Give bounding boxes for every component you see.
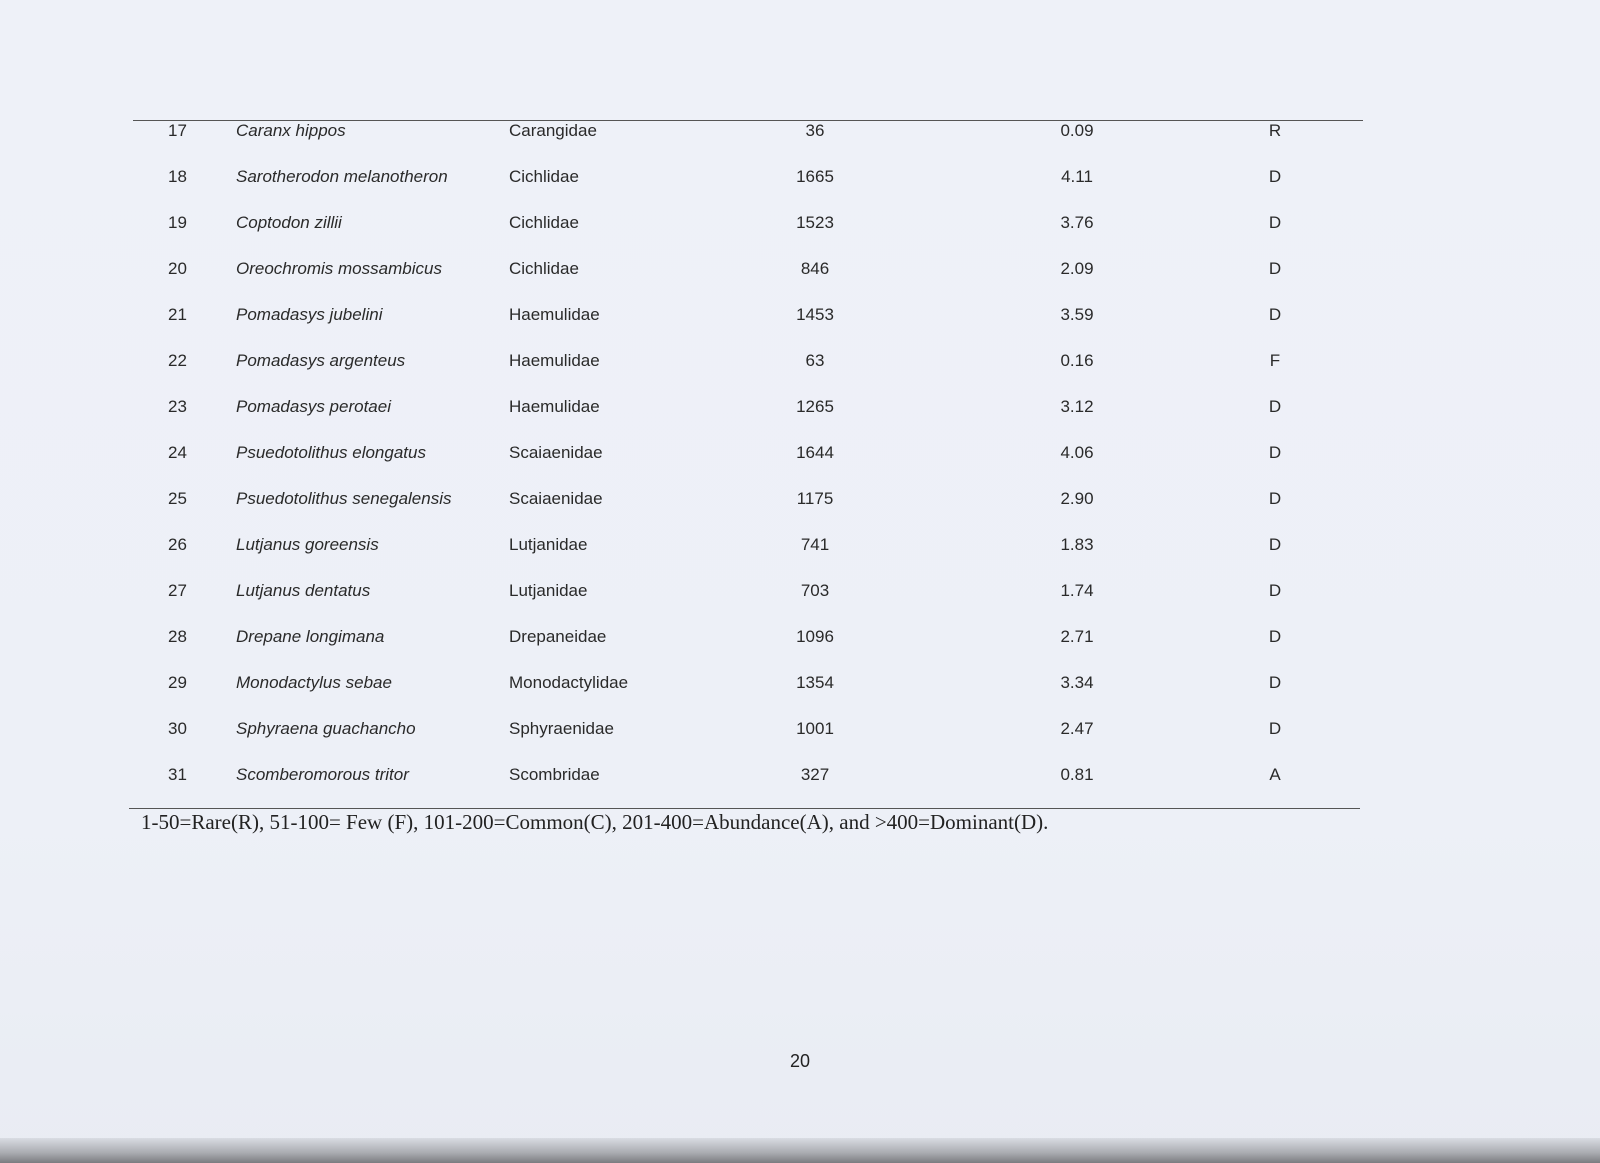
count-value: 1096 [796, 627, 834, 646]
row-number: 30 [168, 719, 187, 738]
species-name: Psuedotolithus senegalensis [236, 489, 452, 508]
scan-bottom-edge [0, 1138, 1600, 1163]
table-row [0, 488, 1600, 518]
row-number: 18 [168, 167, 187, 186]
percent-value: 3.76 [1060, 213, 1094, 232]
row-number: 19 [168, 213, 187, 232]
family-name: Haemulidae [509, 351, 600, 370]
status-code: R [1268, 121, 1282, 140]
species-name: Pomadasys argenteus [236, 351, 406, 370]
row-number: 26 [168, 535, 187, 554]
count-value: 741 [800, 535, 830, 554]
count-value: 1523 [796, 213, 834, 232]
percent-value: 1.74 [1060, 581, 1094, 600]
count-value: 1175 [796, 489, 834, 508]
percent-value: 4.11 [1061, 167, 1093, 186]
percent-value: 2.47 [1060, 719, 1094, 738]
count-value: 1001 [796, 719, 834, 738]
row-number: 25 [168, 489, 187, 508]
table-row [0, 166, 1600, 196]
status-code: F [1269, 351, 1281, 370]
row-number: 27 [168, 581, 187, 600]
percent-value: 0.81 [1060, 765, 1094, 784]
family-name: Haemulidae [509, 397, 600, 416]
family-name: Carangidae [509, 121, 597, 140]
row-number: 31 [168, 765, 187, 784]
species-name: Oreochromis mossambicus [236, 259, 442, 278]
table-row [0, 764, 1600, 794]
status-code: D [1268, 397, 1282, 416]
family-name: Lutjanidae [509, 581, 588, 600]
family-name: Cichlidae [509, 259, 579, 278]
status-code: D [1268, 489, 1282, 508]
table-row [0, 258, 1600, 288]
family-name: Scaiaenidae [509, 489, 603, 508]
family-name: Scombridae [509, 765, 600, 784]
percent-value: 2.09 [1060, 259, 1094, 278]
count-value: 36 [805, 121, 825, 140]
family-name: Cichlidae [509, 167, 579, 186]
species-name: Psuedotolithus elongatus [236, 443, 426, 462]
species-name: Monodactylus sebae [236, 673, 392, 692]
row-number: 28 [168, 627, 187, 646]
status-code: D [1268, 535, 1282, 554]
species-name: Pomadasys jubelini [236, 305, 383, 324]
table-row [0, 212, 1600, 242]
table-row [0, 672, 1600, 702]
percent-value: 2.90 [1060, 489, 1094, 508]
count-value: 1453 [796, 305, 834, 324]
species-name: Drepane longimana [236, 627, 385, 646]
count-value: 1665 [796, 167, 834, 186]
row-number: 29 [168, 673, 187, 692]
species-name: Sphyraena guachancho [236, 719, 416, 738]
count-value: 1354 [796, 673, 834, 692]
percent-value: 3.34 [1060, 673, 1094, 692]
species-name: Coptodon zillii [236, 213, 342, 232]
family-name: Scaiaenidae [509, 443, 603, 462]
status-code: D [1268, 305, 1282, 324]
species-name: Scomberomorous tritor [236, 765, 409, 784]
table-row [0, 304, 1600, 334]
family-name: Lutjanidae [509, 535, 588, 554]
table-row [0, 442, 1600, 472]
species-name: Pomadasys perotaei [236, 397, 391, 416]
status-code: D [1268, 673, 1282, 692]
status-code: D [1268, 167, 1282, 186]
count-value: 703 [800, 581, 830, 600]
status-code: D [1268, 581, 1282, 600]
row-number: 24 [168, 443, 187, 462]
percent-value: 1.83 [1060, 535, 1094, 554]
page-number: 20 [789, 1051, 811, 1071]
table-row [0, 580, 1600, 610]
table-row [0, 350, 1600, 380]
family-name: Drepaneidae [509, 627, 607, 646]
percent-value: 2.71 [1060, 627, 1094, 646]
row-number: 23 [168, 397, 187, 416]
percent-value: 4.06 [1060, 443, 1094, 462]
species-name: Sarotherodon melanotheron [236, 167, 448, 186]
family-name: Sphyraenidae [509, 719, 614, 738]
table-footnote: 1-50=Rare(R), 51-100= Few (F), 101-200=Common(C), 201-400=Abundance(A), and >400=Dominant(D). [141, 810, 1049, 834]
percent-value: 0.16 [1060, 351, 1094, 370]
status-code: D [1268, 627, 1282, 646]
count-value: 63 [805, 351, 825, 370]
count-value: 327 [800, 765, 830, 784]
row-number: 20 [168, 259, 187, 278]
count-value: 1265 [796, 397, 834, 416]
species-name: Caranx hippos [236, 121, 346, 140]
percent-value: 3.12 [1060, 397, 1094, 416]
table-row [0, 120, 1600, 150]
status-code: D [1268, 259, 1282, 278]
table-row [0, 534, 1600, 564]
percent-value: 0.09 [1060, 121, 1094, 140]
status-code: D [1268, 443, 1282, 462]
family-name: Monodactylidae [509, 673, 629, 692]
status-code: D [1268, 719, 1282, 738]
family-name: Haemulidae [509, 305, 600, 324]
table-row [0, 396, 1600, 426]
percent-value: 3.59 [1060, 305, 1094, 324]
row-number: 17 [168, 121, 187, 140]
count-value: 1644 [796, 443, 834, 462]
table-row [0, 626, 1600, 656]
status-code: A [1269, 765, 1281, 784]
status-code: D [1268, 213, 1282, 232]
row-number: 21 [168, 305, 187, 324]
species-name: Lutjanus goreensis [236, 535, 379, 554]
row-number: 22 [168, 351, 187, 370]
table-row [0, 718, 1600, 748]
family-name: Cichlidae [509, 213, 579, 232]
species-name: Lutjanus dentatus [236, 581, 371, 600]
count-value: 846 [800, 259, 830, 278]
